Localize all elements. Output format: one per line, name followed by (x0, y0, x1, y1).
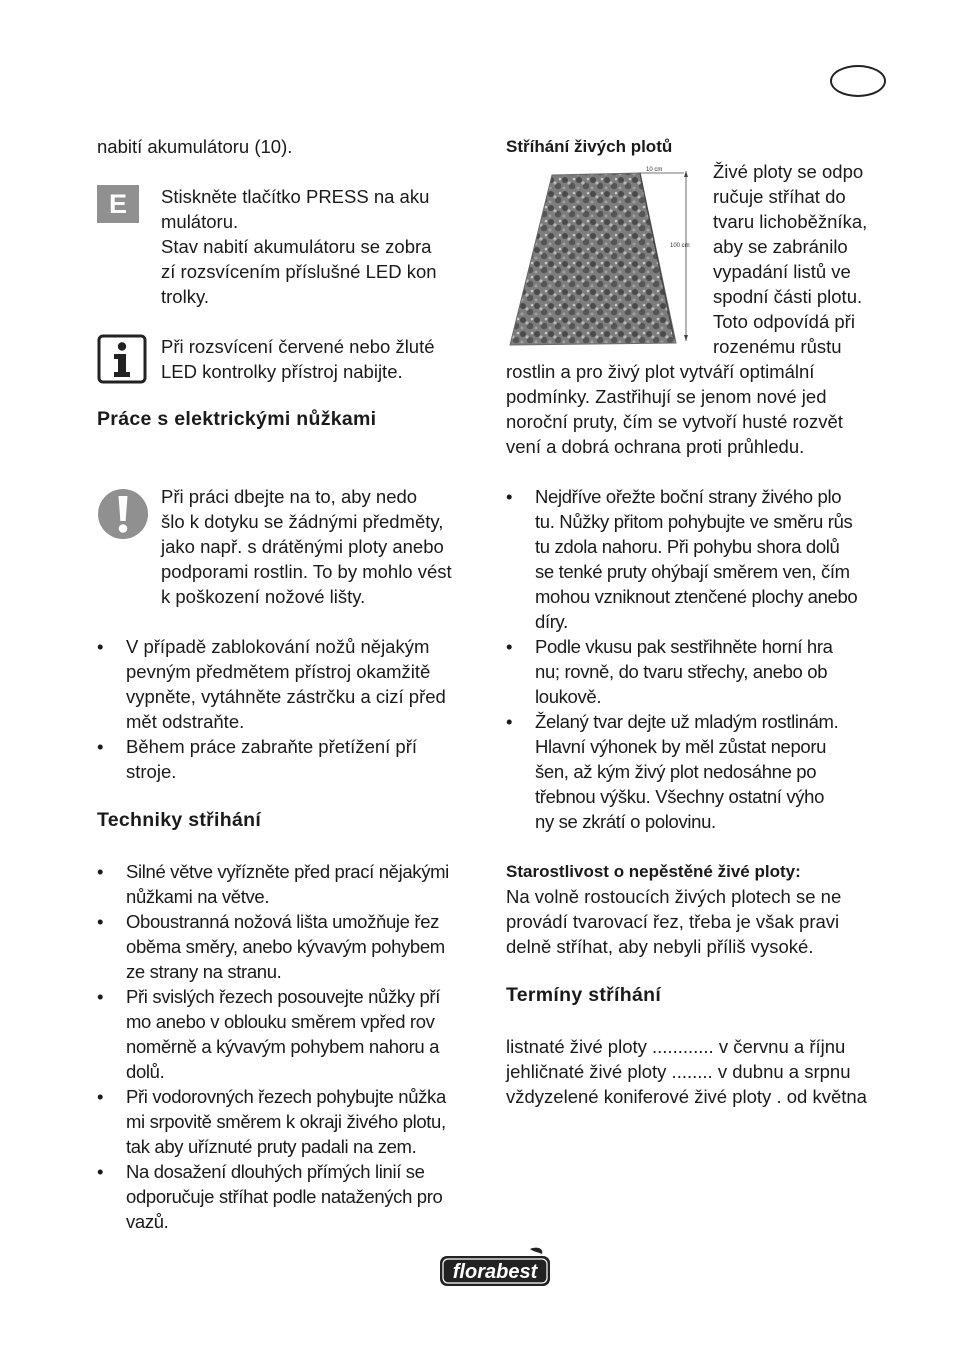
work-bullet-list (97, 634, 487, 784)
section-heading-unkept: Starostlivost o nepěstěné živé ploty: (506, 862, 801, 881)
list-item: • Nejdříve ořežte boční strany živého plo tu. Nůžky přitom pohybujte ve směru růs tu zdola nahoru. Při pohybu shora dolů se tenké pruty ohýbají směrem ven, čím mohou vzniknout ztenčené plochy anebo díry. (506, 484, 906, 634)
table-row (506, 1084, 896, 1109)
schedule-label: jehličnaté živé ploty ........ (506, 1061, 713, 1082)
figure-top-label: 10 cm (646, 167, 663, 173)
warning-icon (97, 488, 149, 540)
step-e-label: E (108, 189, 127, 219)
intro-text: nabití akumulátoru (10). (97, 136, 293, 157)
list-item: • Na dosažení dlouhých přímých linií se odporučuje stříhat podle natažených pro vazů. (97, 1159, 497, 1234)
hedges-full-text: rostlin a pro živý plot vytváří optimální podmínky. Zastřihují se jenom nové jed noroční pruty, čím se vytvoří husté rozvět vení a dobrá ochrana proti průhledu. (506, 361, 843, 457)
list-item: • Během práce zabraňte přetížení pří stroje. (97, 734, 487, 784)
schedule-table (506, 1034, 896, 1109)
list-item: • V případě zablokování nožů nějakým pevným předmětem přístroj okamžitě vypněte, vytáhněte zástrčku a cizí před mět odstraňte. (97, 634, 487, 734)
section-heading-work: Práce s elektrickými nůžkami (97, 408, 377, 430)
schedule-label: vždyzelené koniferové živé ploty . (506, 1086, 782, 1107)
list-item: • Želaný tvar dejte už mladým rostlinám. Hlavní výhonek by měl zůstat neporu šen, až kým živý plot nedosáhne po třebnou výšku. Všechny ostatní výho ny se zkrátí o polovinu. (506, 709, 906, 834)
figure-height-label: 100 cm (670, 243, 690, 249)
section-heading-hedges: Stříhání živých plotů (506, 137, 673, 156)
brand-logo (438, 1246, 552, 1288)
unkept-text: Na volně rostoucích živých plotech se ne provádí tvarovací řez, třeba je však pravi delně stříhat, aby nebyli příliš vysoké. (506, 886, 842, 957)
schedule-value: od května (786, 1086, 867, 1107)
list-item: • Při vodorovných řezech pohybujte nůžka mi srpovitě směrem k okraji živého plotu, tak aby uříznuté pruty padali na zem. (97, 1084, 497, 1159)
hedges-wrap-text: Živé ploty se odpo ručuje stříhat do tvaru lichoběžníka, aby se zabránilo vypadání listů ve spodní části plotu. Toto odpovídá při rozenému růstu (713, 161, 868, 357)
hedge-shape-figure (506, 163, 706, 358)
list-item: • Silné větve vyřízněte před prací nějakými nůžkami na větve. (97, 859, 497, 909)
schedule-value: v dubnu a srpnu (717, 1061, 851, 1082)
schedule-label: listnaté živé ploty ............ (506, 1036, 714, 1057)
info-note-text: Při rozsvícení červené nebo žluté LED kontrolky přístroj nabijte. (161, 336, 435, 382)
list-item: • Podle vkusu pak sestřihněte horní hra nu; rovně, do tvaru střechy, anebo ob loukově. (506, 634, 906, 709)
step-e-text: Stiskněte tlačítko PRESS na aku mulátoru. Stav nabití akumulátoru se zobra zí rozsvícením příslušné LED kon trolky. (161, 186, 437, 307)
info-icon (97, 334, 147, 384)
table-row (506, 1034, 896, 1059)
section-heading-techniques: Techniky střihání (97, 809, 262, 831)
hedges-bullet-list (506, 484, 906, 834)
list-item: • Oboustranná nožová lišta umožňuje řez oběma směry, anebo kývavým pohybem ze strany na stranu. (97, 909, 497, 984)
brand-name: florabest (452, 1261, 538, 1283)
warning-text: Při práci dbejte na to, aby nedo šlo k dotyku se žádnými předměty, jako např. s drátěnými ploty anebo podporami rostlin. To by mohlo vést k poškození nožové lišty. (161, 486, 452, 607)
techniques-bullet-list (97, 859, 497, 1234)
step-e-icon (97, 185, 139, 223)
language-badge (830, 65, 886, 97)
table-row (506, 1059, 896, 1084)
schedule-value: v červnu a říjnu (718, 1036, 846, 1057)
section-heading-schedule: Termíny stříhání (506, 984, 662, 1006)
list-item: • Při svislých řezech posouvejte nůžky pří mo anebo v oblouku směrem vpřed rov noměrně a kývavým pohybem nahoru a dolů. (97, 984, 497, 1084)
